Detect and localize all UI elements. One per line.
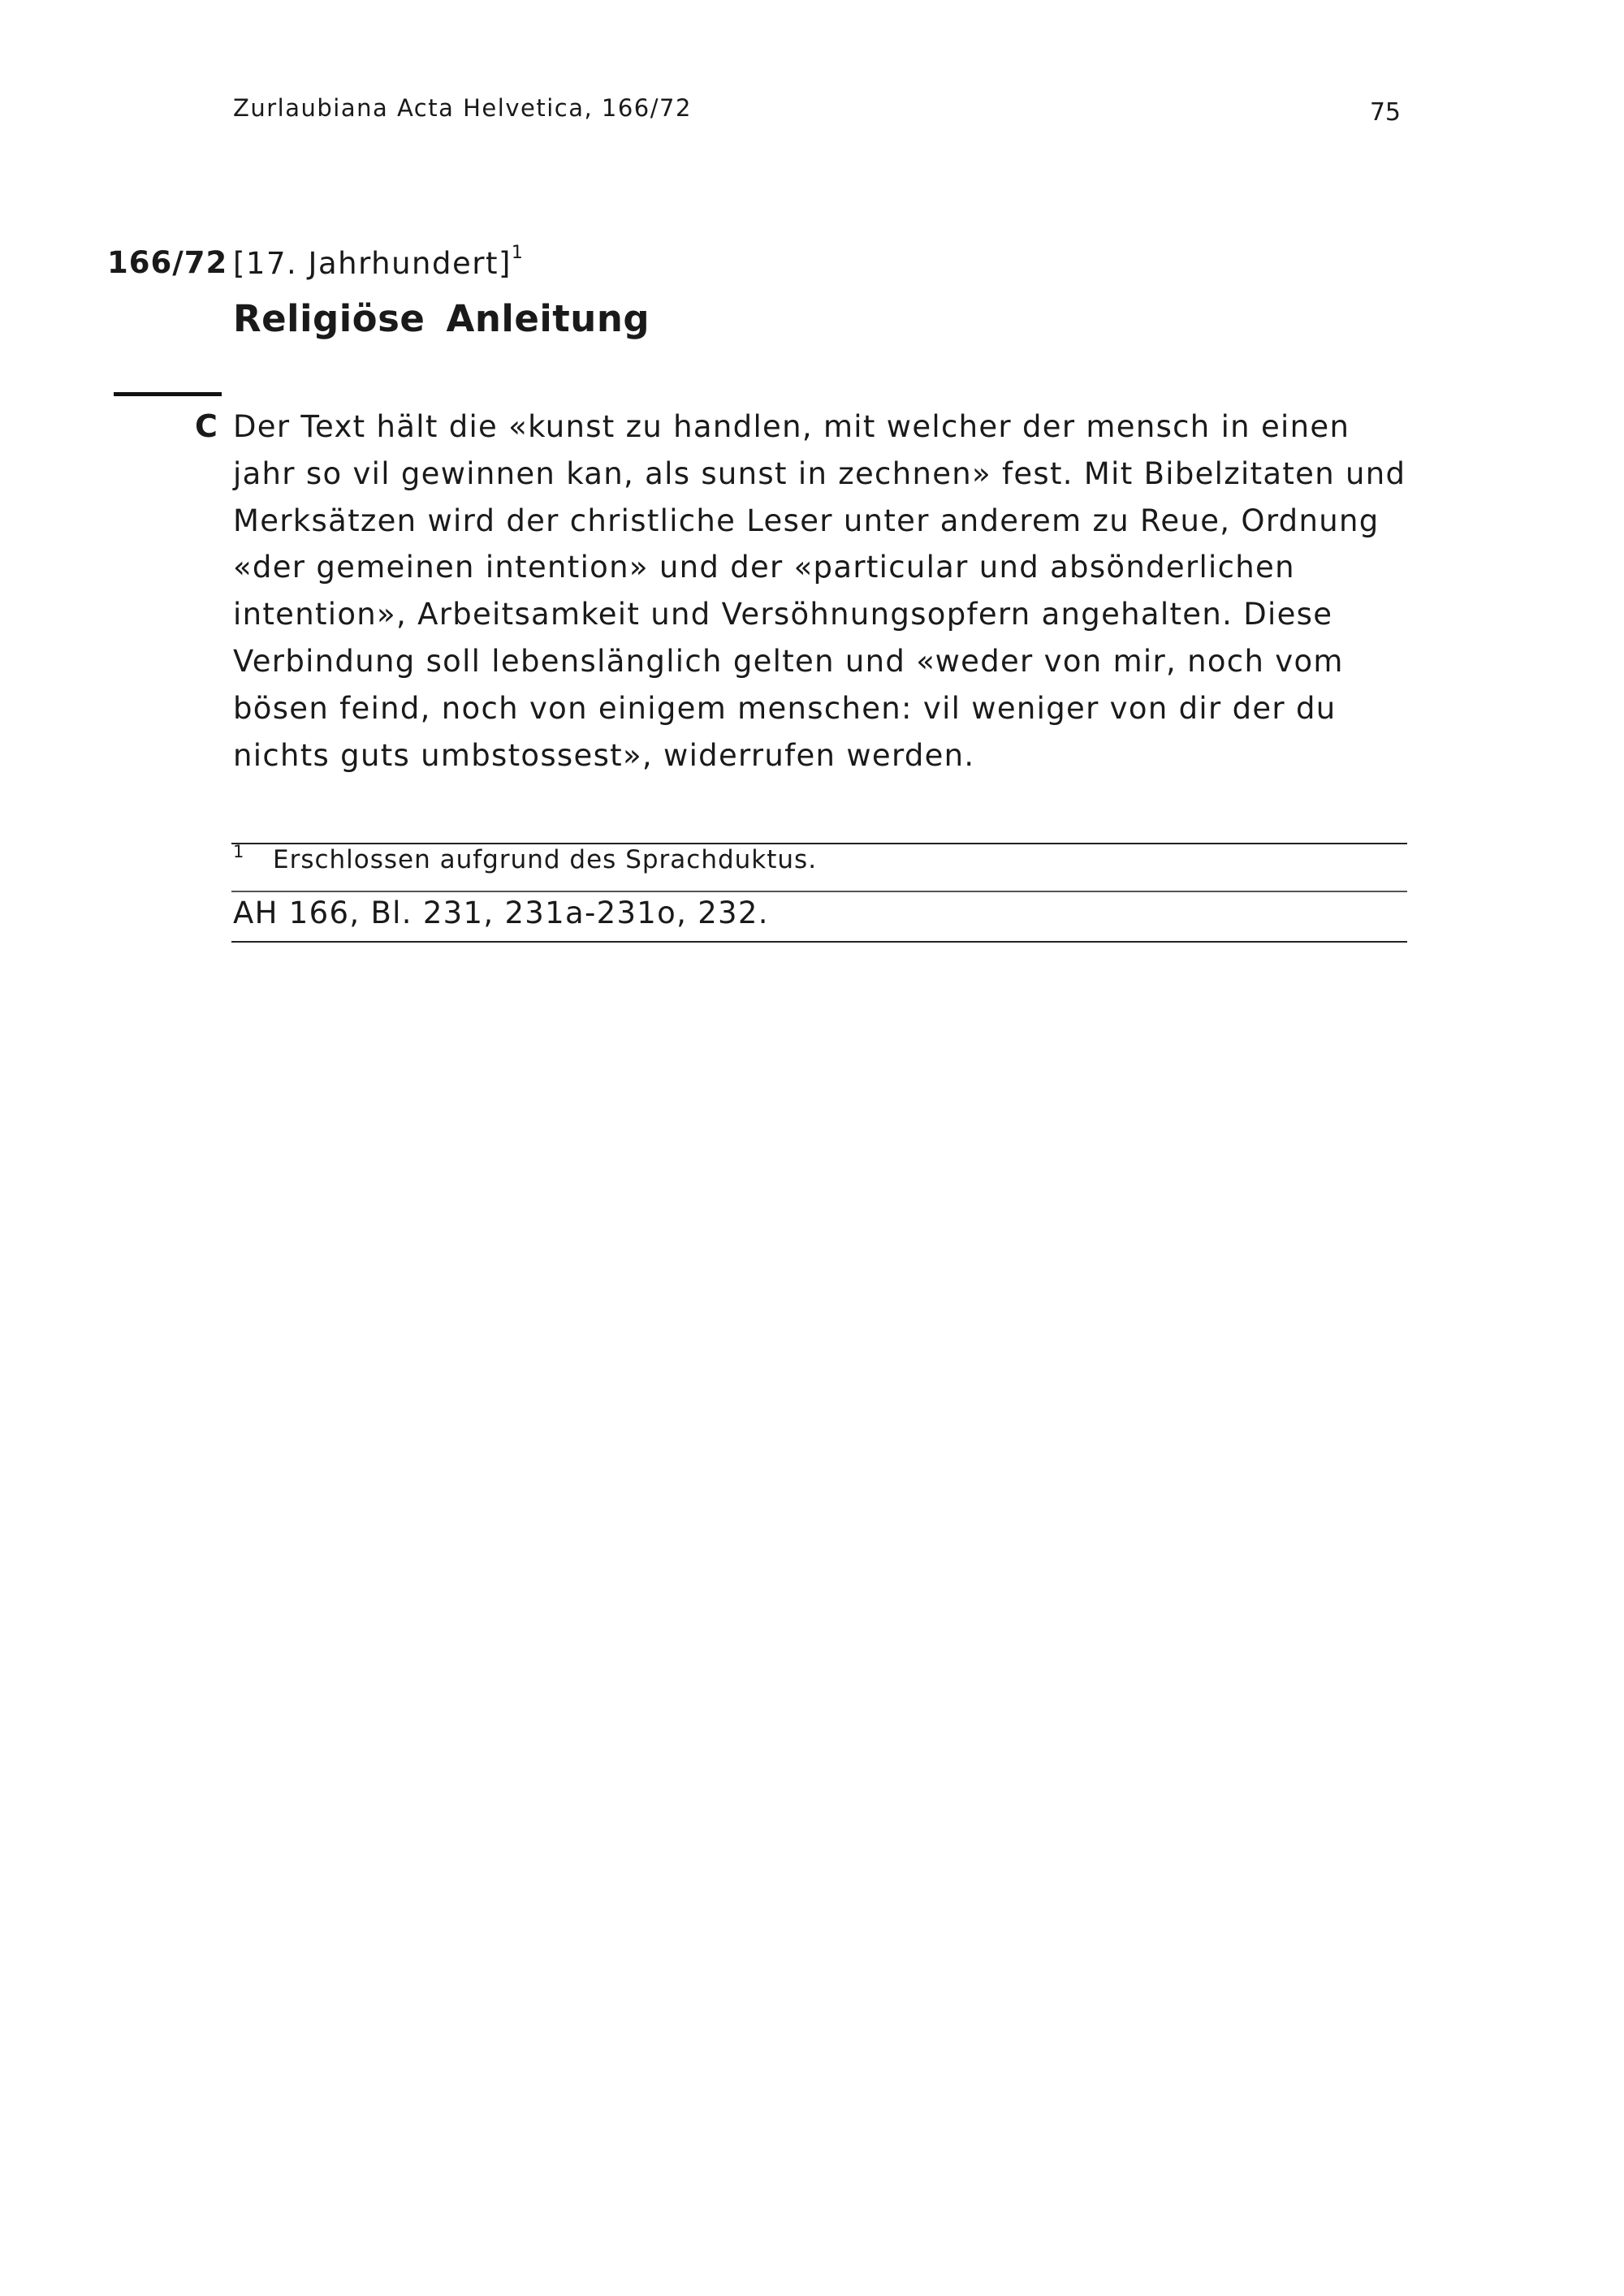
source-rule [231, 891, 1407, 892]
footnote-mark: 1 [233, 842, 245, 861]
footnote-rule [231, 843, 1407, 844]
entry-body: Der Text hält die «kunst zu handlen, mit welcher der mensch in einen jahr so vil gewinnen kan, als sunst in zechnen» fest. Mit Bibelzitaten und Merksätzen wird der christliche Leser unter anderem zu Reue, Ordnung «der gemeinen intention» und der «particular und absönderlichen intention», Arbeitsamkeit und Versöhnungsopfern angehalten. Diese Verbindung soll lebenslänglich gelten und «weder von mir, noch vom bösen feind, noch von einigem menschen: vil weniger von dir der du nichts guts umbstossest», widerrufen werden. [233, 409, 1406, 773]
margin-letter: C [195, 408, 218, 444]
entry-number: 166/72 [107, 245, 228, 280]
source-reference: AH 166, Bl. 231, 231a-231o, 232. [233, 896, 769, 930]
footnote-text: Erschlossen aufgrund des Sprachduktus. [273, 845, 818, 874]
page-number: 75 [1369, 98, 1401, 127]
entry-date [233, 242, 525, 281]
bottom-rule [231, 941, 1407, 943]
entry-title: Religiöse Anleitung [233, 297, 650, 340]
running-head: Zurlaubiana Acta Helvetica, 166/72 [233, 94, 692, 122]
margin-rule [114, 392, 222, 396]
footnote-reference: 1 [511, 242, 525, 263]
entry-date-text: [17. Jahrhundert] [233, 246, 512, 281]
